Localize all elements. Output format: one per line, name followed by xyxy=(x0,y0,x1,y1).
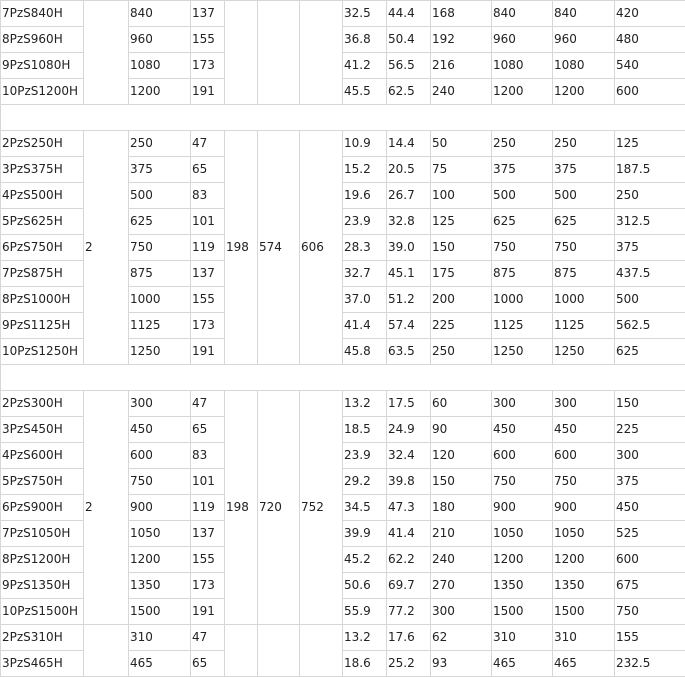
value-cell: 44.4 xyxy=(387,1,431,27)
model-cell: 5PzS750H xyxy=(1,469,84,495)
weight-cell: 137 xyxy=(191,1,225,27)
width-cell: 198 xyxy=(225,391,258,625)
value-cell: 125 xyxy=(615,131,685,157)
value-cell: 13.2 xyxy=(343,625,387,651)
value-cell: 23.9 xyxy=(343,209,387,235)
value-cell: 675 xyxy=(615,573,685,599)
model-cell: 2PzS250H xyxy=(1,131,84,157)
model-cell: 4PzS600H xyxy=(1,443,84,469)
weight-cell: 101 xyxy=(191,209,225,235)
value-cell: 250 xyxy=(553,131,615,157)
value-cell: 56.5 xyxy=(387,53,431,79)
model-cell: 10PzS1250H xyxy=(1,339,84,365)
width-cell: 198 xyxy=(225,131,258,365)
value-cell: 69.7 xyxy=(387,573,431,599)
value-cell: 300 xyxy=(615,443,685,469)
height1-cell xyxy=(258,1,300,105)
capacity-cell: 750 xyxy=(129,235,191,261)
value-cell: 51.2 xyxy=(387,287,431,313)
weight-cell: 65 xyxy=(191,157,225,183)
value-cell: 10.9 xyxy=(343,131,387,157)
value-cell: 57.4 xyxy=(387,313,431,339)
value-cell: 175 xyxy=(431,261,492,287)
capacity-cell: 250 xyxy=(129,131,191,157)
value-cell: 310 xyxy=(553,625,615,651)
value-cell: 45.1 xyxy=(387,261,431,287)
capacity-cell: 1350 xyxy=(129,573,191,599)
value-cell: 270 xyxy=(431,573,492,599)
table-row xyxy=(1,1,685,27)
height1-cell: 720 xyxy=(258,391,300,625)
value-cell: 45.8 xyxy=(343,339,387,365)
value-cell: 77.2 xyxy=(387,599,431,625)
value-cell: 310 xyxy=(492,625,553,651)
value-cell: 29.2 xyxy=(343,469,387,495)
weight-cell: 155 xyxy=(191,27,225,53)
weight-cell: 47 xyxy=(191,391,225,417)
capacity-cell: 1125 xyxy=(129,313,191,339)
value-cell: 50.6 xyxy=(343,573,387,599)
value-cell: 600 xyxy=(615,547,685,573)
value-cell: 216 xyxy=(431,53,492,79)
capacity-cell: 625 xyxy=(129,209,191,235)
value-cell: 750 xyxy=(492,235,553,261)
value-cell: 750 xyxy=(553,469,615,495)
capacity-cell: 465 xyxy=(129,651,191,677)
weight-cell: 65 xyxy=(191,651,225,677)
model-cell: 9PzS1080H xyxy=(1,53,84,79)
value-cell: 37.0 xyxy=(343,287,387,313)
model-cell: 9PzS1125H xyxy=(1,313,84,339)
value-cell: 420 xyxy=(615,1,685,27)
value-cell: 960 xyxy=(553,27,615,53)
value-cell: 250 xyxy=(615,183,685,209)
value-cell: 625 xyxy=(615,339,685,365)
value-cell: 60 xyxy=(431,391,492,417)
capacity-cell: 1000 xyxy=(129,287,191,313)
spacer-row xyxy=(1,105,685,131)
height1-cell xyxy=(258,625,300,677)
value-cell: 437.5 xyxy=(615,261,685,287)
value-cell: 90 xyxy=(431,417,492,443)
value-cell: 17.5 xyxy=(387,391,431,417)
capacity-cell: 300 xyxy=(129,391,191,417)
value-cell: 26.7 xyxy=(387,183,431,209)
value-cell: 525 xyxy=(615,521,685,547)
model-cell: 3PzS465H xyxy=(1,651,84,677)
value-cell: 25.2 xyxy=(387,651,431,677)
value-cell: 1125 xyxy=(492,313,553,339)
model-cell: 3PzS450H xyxy=(1,417,84,443)
model-cell: 7PzS840H xyxy=(1,1,84,27)
value-cell: 28.3 xyxy=(343,235,387,261)
value-cell: 1125 xyxy=(553,313,615,339)
value-cell: 62 xyxy=(431,625,492,651)
model-cell: 9PzS1350H xyxy=(1,573,84,599)
value-cell: 93 xyxy=(431,651,492,677)
value-cell: 39.8 xyxy=(387,469,431,495)
value-cell: 300 xyxy=(553,391,615,417)
value-cell: 375 xyxy=(615,235,685,261)
capacity-cell: 1200 xyxy=(129,79,191,105)
value-cell: 375 xyxy=(553,157,615,183)
capacity-cell: 900 xyxy=(129,495,191,521)
value-cell: 32.4 xyxy=(387,443,431,469)
value-cell: 1350 xyxy=(492,573,553,599)
value-cell: 500 xyxy=(492,183,553,209)
value-cell: 840 xyxy=(553,1,615,27)
value-cell: 450 xyxy=(492,417,553,443)
capacity-cell: 875 xyxy=(129,261,191,287)
value-cell: 900 xyxy=(553,495,615,521)
value-cell: 450 xyxy=(615,495,685,521)
value-cell: 50 xyxy=(431,131,492,157)
height2-cell: 752 xyxy=(300,391,343,625)
voltage-cell: 2 xyxy=(84,391,129,625)
value-cell: 1200 xyxy=(492,547,553,573)
value-cell: 540 xyxy=(615,53,685,79)
value-cell: 34.5 xyxy=(343,495,387,521)
capacity-cell: 750 xyxy=(129,469,191,495)
weight-cell: 173 xyxy=(191,313,225,339)
capacity-cell: 310 xyxy=(129,625,191,651)
capacity-cell: 1500 xyxy=(129,599,191,625)
value-cell: 41.2 xyxy=(343,53,387,79)
value-cell: 240 xyxy=(431,79,492,105)
weight-cell: 47 xyxy=(191,131,225,157)
value-cell: 600 xyxy=(492,443,553,469)
height1-cell: 574 xyxy=(258,131,300,365)
capacity-cell: 450 xyxy=(129,417,191,443)
value-cell: 50.4 xyxy=(387,27,431,53)
value-cell: 465 xyxy=(553,651,615,677)
model-cell: 10PzS1200H xyxy=(1,79,84,105)
value-cell: 500 xyxy=(553,183,615,209)
spacer-cell xyxy=(1,365,685,391)
value-cell: 18.5 xyxy=(343,417,387,443)
value-cell: 1050 xyxy=(553,521,615,547)
model-cell: 10PzS1500H xyxy=(1,599,84,625)
model-cell: 2PzS300H xyxy=(1,391,84,417)
capacity-cell: 1200 xyxy=(129,547,191,573)
weight-cell: 191 xyxy=(191,599,225,625)
value-cell: 41.4 xyxy=(343,313,387,339)
value-cell: 240 xyxy=(431,547,492,573)
value-cell: 480 xyxy=(615,27,685,53)
capacity-cell: 1080 xyxy=(129,53,191,79)
value-cell: 62.2 xyxy=(387,547,431,573)
weight-cell: 83 xyxy=(191,183,225,209)
value-cell: 55.9 xyxy=(343,599,387,625)
value-cell: 875 xyxy=(553,261,615,287)
value-cell: 750 xyxy=(615,599,685,625)
value-cell: 225 xyxy=(615,417,685,443)
value-cell: 210 xyxy=(431,521,492,547)
height2-cell xyxy=(300,625,343,677)
value-cell: 625 xyxy=(553,209,615,235)
value-cell: 32.7 xyxy=(343,261,387,287)
value-cell: 465 xyxy=(492,651,553,677)
table-row xyxy=(1,131,685,157)
weight-cell: 101 xyxy=(191,469,225,495)
value-cell: 200 xyxy=(431,287,492,313)
value-cell: 1080 xyxy=(492,53,553,79)
value-cell: 45.2 xyxy=(343,547,387,573)
value-cell: 1250 xyxy=(553,339,615,365)
value-cell: 1080 xyxy=(553,53,615,79)
weight-cell: 191 xyxy=(191,79,225,105)
weight-cell: 47 xyxy=(191,625,225,651)
capacity-cell: 1250 xyxy=(129,339,191,365)
capacity-cell: 375 xyxy=(129,157,191,183)
value-cell: 1250 xyxy=(492,339,553,365)
model-cell: 8PzS1000H xyxy=(1,287,84,313)
table-row xyxy=(1,391,685,417)
value-cell: 20.5 xyxy=(387,157,431,183)
value-cell: 32.5 xyxy=(343,1,387,27)
spacer-cell xyxy=(1,105,685,131)
weight-cell: 173 xyxy=(191,573,225,599)
capacity-cell: 600 xyxy=(129,443,191,469)
value-cell: 125 xyxy=(431,209,492,235)
value-cell: 41.4 xyxy=(387,521,431,547)
table-row xyxy=(1,625,685,651)
value-cell: 1000 xyxy=(492,287,553,313)
model-cell: 8PzS1200H xyxy=(1,547,84,573)
voltage-cell xyxy=(84,1,129,105)
value-cell: 180 xyxy=(431,495,492,521)
value-cell: 960 xyxy=(492,27,553,53)
width-cell xyxy=(225,625,258,677)
value-cell: 14.4 xyxy=(387,131,431,157)
value-cell: 39.0 xyxy=(387,235,431,261)
value-cell: 300 xyxy=(431,599,492,625)
value-cell: 1200 xyxy=(553,547,615,573)
value-cell: 1350 xyxy=(553,573,615,599)
value-cell: 18.6 xyxy=(343,651,387,677)
value-cell: 250 xyxy=(492,131,553,157)
value-cell: 450 xyxy=(553,417,615,443)
value-cell: 232.5 xyxy=(615,651,685,677)
value-cell: 625 xyxy=(492,209,553,235)
weight-cell: 119 xyxy=(191,235,225,261)
value-cell: 1050 xyxy=(492,521,553,547)
value-cell: 300 xyxy=(492,391,553,417)
value-cell: 150 xyxy=(431,469,492,495)
model-cell: 2PzS310H xyxy=(1,625,84,651)
capacity-cell: 500 xyxy=(129,183,191,209)
width-cell xyxy=(225,1,258,105)
value-cell: 312.5 xyxy=(615,209,685,235)
value-cell: 47.3 xyxy=(387,495,431,521)
value-cell: 500 xyxy=(615,287,685,313)
value-cell: 23.9 xyxy=(343,443,387,469)
value-cell: 168 xyxy=(431,1,492,27)
value-cell: 750 xyxy=(492,469,553,495)
model-cell: 7PzS875H xyxy=(1,261,84,287)
value-cell: 75 xyxy=(431,157,492,183)
value-cell: 840 xyxy=(492,1,553,27)
capacity-cell: 1050 xyxy=(129,521,191,547)
value-cell: 15.2 xyxy=(343,157,387,183)
value-cell: 17.6 xyxy=(387,625,431,651)
value-cell: 187.5 xyxy=(615,157,685,183)
value-cell: 375 xyxy=(615,469,685,495)
value-cell: 900 xyxy=(492,495,553,521)
model-cell: 8PzS960H xyxy=(1,27,84,53)
value-cell: 1500 xyxy=(553,599,615,625)
weight-cell: 65 xyxy=(191,417,225,443)
weight-cell: 137 xyxy=(191,261,225,287)
height2-cell: 606 xyxy=(300,131,343,365)
model-cell: 4PzS500H xyxy=(1,183,84,209)
value-cell: 100 xyxy=(431,183,492,209)
height2-cell xyxy=(300,1,343,105)
value-cell: 45.5 xyxy=(343,79,387,105)
voltage-cell xyxy=(84,625,129,677)
value-cell: 250 xyxy=(431,339,492,365)
value-cell: 155 xyxy=(615,625,685,651)
value-cell: 1000 xyxy=(553,287,615,313)
value-cell: 750 xyxy=(553,235,615,261)
value-cell: 36.8 xyxy=(343,27,387,53)
value-cell: 562.5 xyxy=(615,313,685,339)
value-cell: 600 xyxy=(615,79,685,105)
spacer-row xyxy=(1,365,685,391)
value-cell: 192 xyxy=(431,27,492,53)
weight-cell: 155 xyxy=(191,287,225,313)
value-cell: 32.8 xyxy=(387,209,431,235)
weight-cell: 137 xyxy=(191,521,225,547)
value-cell: 63.5 xyxy=(387,339,431,365)
model-cell: 6PzS750H xyxy=(1,235,84,261)
value-cell: 62.5 xyxy=(387,79,431,105)
model-cell: 6PzS900H xyxy=(1,495,84,521)
value-cell: 13.2 xyxy=(343,391,387,417)
weight-cell: 119 xyxy=(191,495,225,521)
value-cell: 150 xyxy=(431,235,492,261)
value-cell: 39.9 xyxy=(343,521,387,547)
value-cell: 375 xyxy=(492,157,553,183)
capacity-cell: 840 xyxy=(129,1,191,27)
value-cell: 19.6 xyxy=(343,183,387,209)
weight-cell: 83 xyxy=(191,443,225,469)
value-cell: 1500 xyxy=(492,599,553,625)
value-cell: 120 xyxy=(431,443,492,469)
weight-cell: 173 xyxy=(191,53,225,79)
weight-cell: 155 xyxy=(191,547,225,573)
value-cell: 1200 xyxy=(553,79,615,105)
value-cell: 150 xyxy=(615,391,685,417)
value-cell: 1200 xyxy=(492,79,553,105)
weight-cell: 191 xyxy=(191,339,225,365)
value-cell: 225 xyxy=(431,313,492,339)
value-cell: 24.9 xyxy=(387,417,431,443)
value-cell: 600 xyxy=(553,443,615,469)
value-cell: 875 xyxy=(492,261,553,287)
model-cell: 7PzS1050H xyxy=(1,521,84,547)
capacity-cell: 960 xyxy=(129,27,191,53)
model-cell: 3PzS375H xyxy=(1,157,84,183)
voltage-cell: 2 xyxy=(84,131,129,365)
model-cell: 5PzS625H xyxy=(1,209,84,235)
